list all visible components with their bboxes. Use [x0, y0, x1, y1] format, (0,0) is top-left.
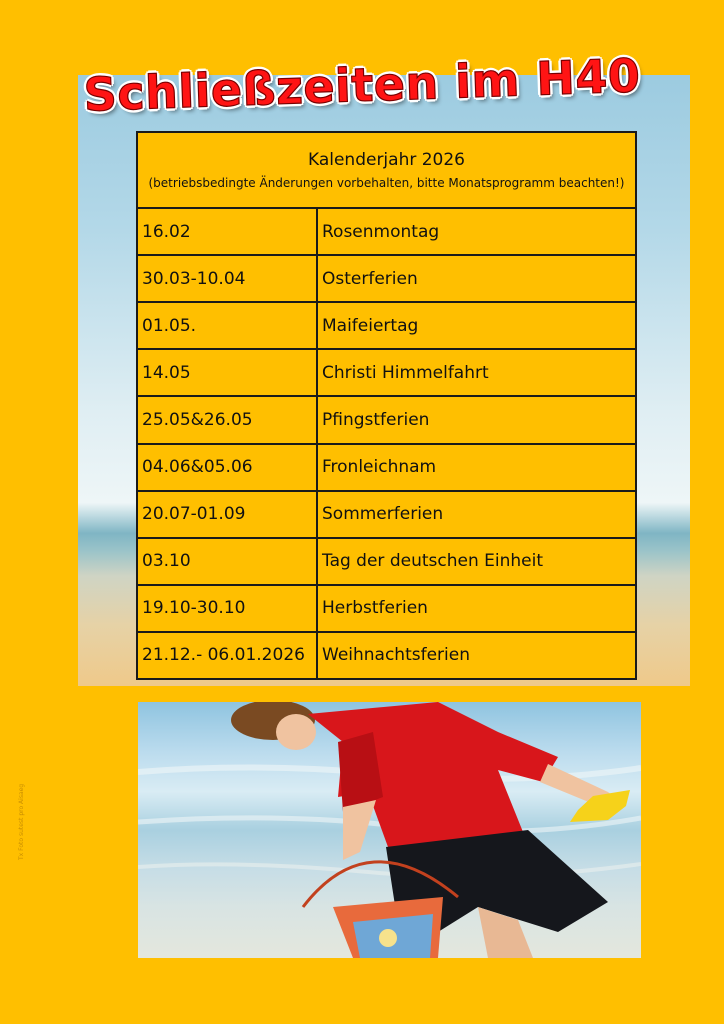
child-at-beach-photo: [138, 702, 641, 958]
event-cell: Osterferien: [317, 255, 636, 302]
table-row: [137, 255, 636, 302]
event-cell: Fronleichnam: [317, 444, 636, 491]
photo-credit: Tx Foto sutest pro Aisaeg: [18, 783, 25, 860]
table-row: [137, 208, 636, 255]
date-cell: 20.07-01.09: [137, 491, 317, 538]
table-row: [137, 491, 636, 538]
event-cell: Herbstferien: [317, 585, 636, 632]
date-cell: 04.06&05.06: [137, 444, 317, 491]
date-cell: 21.12.- 06.01.2026: [137, 632, 317, 679]
date-cell: 25.05&26.05: [137, 396, 317, 443]
date-cell: 19.10-30.10: [137, 585, 317, 632]
event-cell: Rosenmontag: [317, 208, 636, 255]
date-cell: 14.05: [137, 349, 317, 396]
table-row: [137, 632, 636, 679]
date-cell: 30.03-10.04: [137, 255, 317, 302]
event-cell: Christi Himmelfahrt: [317, 349, 636, 396]
table-row: [137, 444, 636, 491]
table-row: [137, 396, 636, 443]
calendar-year-title: Kalenderjahr 2026: [307, 150, 466, 171]
table-row: [137, 302, 636, 349]
date-cell: 16.02: [137, 208, 317, 255]
date-cell: 01.05.: [137, 302, 317, 349]
disclaimer-note: (betriebsbedingte Änderungen vorbehalten, bitte Monatsprogramm beachten!): [148, 176, 625, 191]
closing-times-table: [136, 131, 637, 680]
beach-illustration: [138, 702, 641, 958]
date-cell: 03.10: [137, 538, 317, 585]
event-cell: Maifeiertag: [317, 302, 636, 349]
table-row: [137, 585, 636, 632]
page-title: Schließzeiten im H40: [82, 48, 642, 122]
event-cell: Weihnachtsferien: [317, 632, 636, 679]
table-row: [137, 349, 636, 396]
event-cell: Sommerferien: [317, 491, 636, 538]
table-row: [137, 538, 636, 585]
event-cell: Tag der deutschen Einheit: [317, 538, 636, 585]
event-cell: Pfingstferien: [317, 396, 636, 443]
table-caption: [137, 132, 636, 208]
